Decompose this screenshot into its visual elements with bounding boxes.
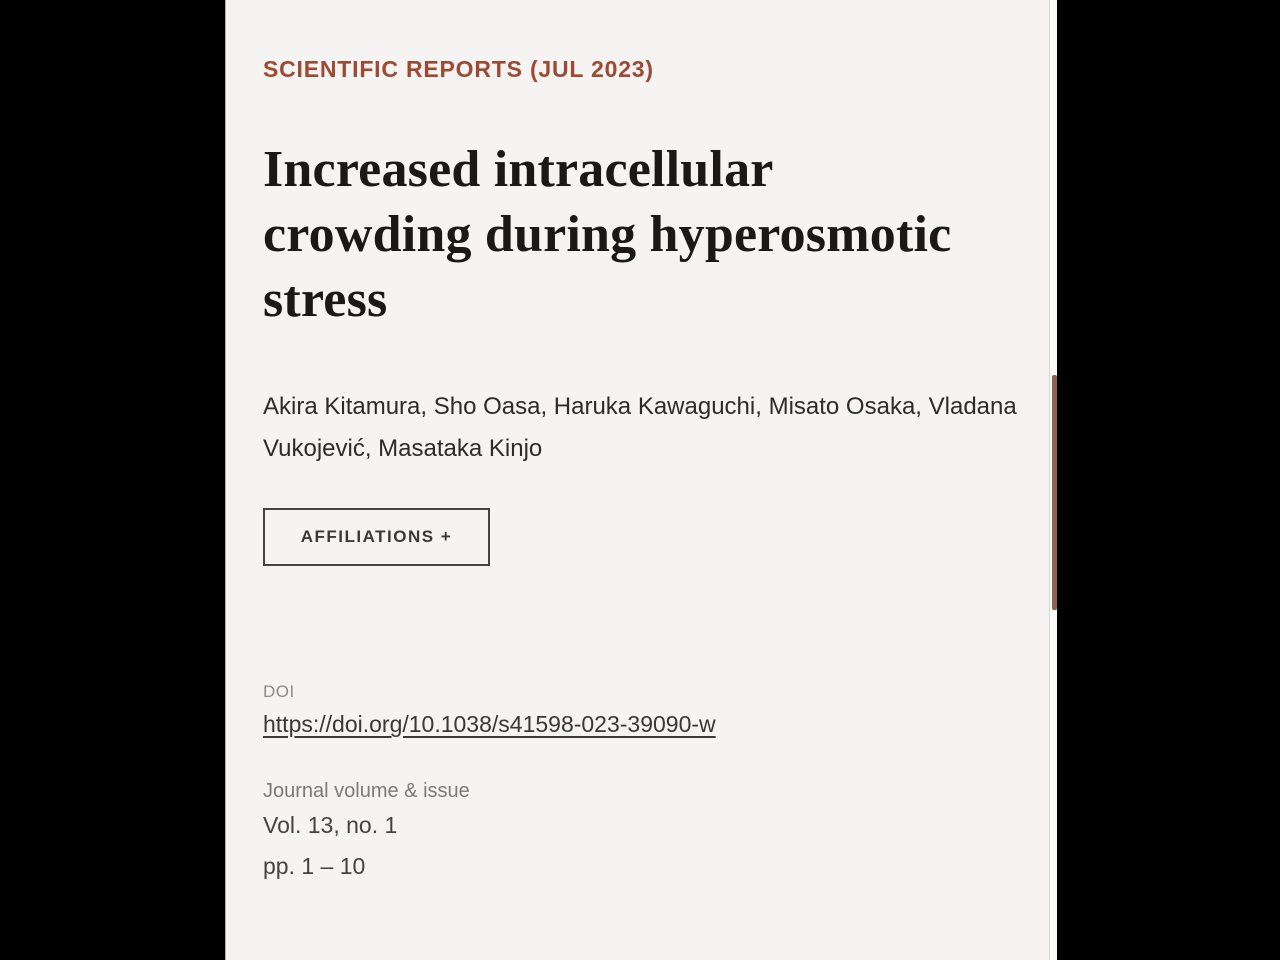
article-title: Increased intracellular crowding during hyperosmotic stress [263,141,952,328]
journal-info-section [263,780,1019,880]
journal-volume-issue-label: Journal volume & issue [263,780,470,802]
doi-section [263,682,1019,738]
letterbox-right [1057,0,1280,960]
journal-pages-value: pp. 1 – 10 [263,853,366,879]
author-list: Akira Kitamura, Sho Oasa, Haruka Kawaguchi, Misato Osaka, Vladana Vukojević, Masataka Kinjo [263,393,1017,462]
doi-label: DOI [263,682,295,701]
doi-link[interactable]: https://doi.org/10.1038/s41598-023-39090-w [263,711,716,737]
journal-name-header: SCIENTIFIC REPORTS (JUL 2023) [263,56,654,82]
affiliations-toggle-button[interactable]: AFFILIATIONS + [263,508,490,566]
article-page [225,0,1049,960]
journal-volume-value: Vol. 13, no. 1 [263,812,398,838]
